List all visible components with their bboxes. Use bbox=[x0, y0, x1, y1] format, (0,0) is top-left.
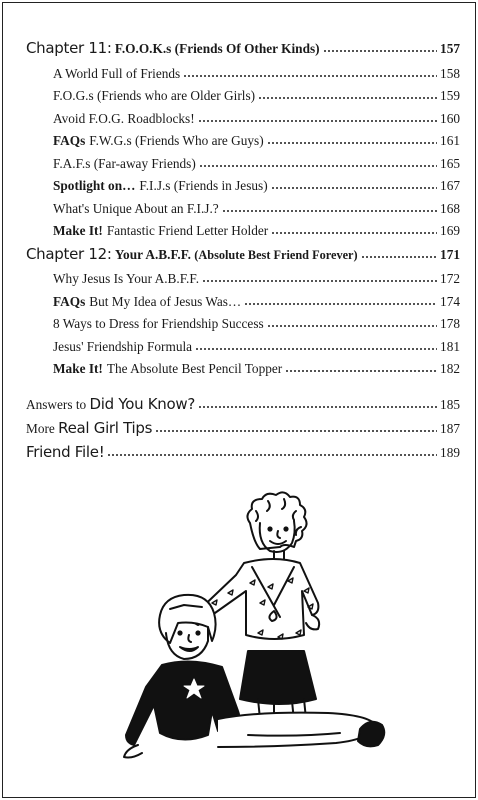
toc-entry[interactable] bbox=[26, 175, 460, 198]
dot-leader bbox=[199, 155, 437, 169]
dot-leader bbox=[258, 87, 437, 101]
entry-prefix: Make It! bbox=[53, 361, 103, 376]
extra-lead: Answers to bbox=[26, 396, 87, 412]
dot-leader bbox=[361, 246, 437, 260]
chapter-subtitle: (Absolute Best Friend Forever) bbox=[194, 247, 358, 262]
entry-prefix: Make It! bbox=[53, 223, 103, 238]
entry-title: F.O.G.s (Friends who are Older Girls) bbox=[53, 88, 256, 103]
entry-title: The Absolute Best Pencil Topper bbox=[106, 361, 283, 376]
dot-leader bbox=[323, 40, 437, 54]
toc-entry[interactable] bbox=[26, 108, 460, 131]
entry-title: Fantastic Friend Letter Holder bbox=[106, 223, 269, 238]
dot-leader bbox=[271, 222, 437, 236]
toc-entry[interactable] bbox=[26, 220, 460, 243]
toc-entry[interactable] bbox=[26, 268, 460, 291]
entry-title: Why Jesus Is Your A.B.F.F. bbox=[53, 271, 200, 286]
page-number: 167 bbox=[440, 178, 460, 193]
toc-entry[interactable] bbox=[26, 313, 460, 336]
dot-leader bbox=[198, 396, 437, 410]
dot-leader bbox=[195, 338, 437, 352]
chapter-title: Your A.B.F.F. bbox=[114, 246, 191, 262]
toc-extra-did-you-know[interactable] bbox=[26, 393, 460, 417]
dot-leader bbox=[155, 420, 437, 434]
entry-title: Avoid F.O.G. Roadblocks! bbox=[53, 110, 195, 126]
extra-title: Real Girl Tips bbox=[58, 418, 153, 437]
page-number: 158 bbox=[440, 65, 460, 81]
toc-entry[interactable] bbox=[26, 198, 460, 221]
toc-entry[interactable] bbox=[26, 336, 460, 359]
chapter-label: Chapter 11: bbox=[26, 39, 112, 57]
page-number: 185 bbox=[440, 396, 460, 412]
dot-leader bbox=[267, 315, 437, 329]
page-number: 181 bbox=[440, 338, 460, 354]
toc-entry[interactable] bbox=[26, 130, 460, 153]
two-girls-illustration bbox=[98, 483, 398, 783]
toc-extra-real-girl-tips[interactable] bbox=[26, 417, 460, 441]
dot-leader bbox=[267, 132, 437, 146]
entry-prefix: FAQs bbox=[53, 293, 86, 309]
page-number: 172 bbox=[440, 271, 460, 286]
book-page bbox=[2, 2, 476, 798]
dot-leader bbox=[183, 65, 437, 79]
page-number: 187 bbox=[440, 420, 460, 436]
entry-prefix: FAQs bbox=[53, 133, 86, 148]
entry-title: What's Unique About an F.I.J.? bbox=[53, 200, 219, 216]
chapter-label: Chapter 12: bbox=[26, 244, 112, 263]
toc-entry[interactable] bbox=[26, 358, 460, 381]
entry-title: F.W.G.s (Friends Who are Guys) bbox=[89, 133, 264, 148]
page-number: 182 bbox=[440, 361, 460, 376]
toc-entry[interactable] bbox=[26, 85, 460, 108]
toc-chapter-11[interactable] bbox=[26, 37, 460, 63]
page-number: 161 bbox=[440, 133, 460, 148]
entry-title: A World Full of Friends bbox=[53, 65, 181, 81]
entry-title: F.I.J.s (Friends in Jesus) bbox=[139, 178, 268, 193]
page-number: 174 bbox=[440, 293, 460, 309]
dot-leader bbox=[271, 177, 437, 191]
chapter-title: F.O.O.K.s (Friends Of Other Kinds) bbox=[114, 41, 320, 56]
toc-entry[interactable] bbox=[26, 291, 460, 314]
extra-lead: More bbox=[26, 420, 55, 436]
entry-prefix: Spotlight on… bbox=[53, 178, 136, 193]
extra-title: Did You Know? bbox=[89, 394, 196, 413]
table-of-contents bbox=[26, 37, 460, 465]
page-number: 169 bbox=[440, 223, 460, 238]
entry-title: But My Idea of Jesus Was… bbox=[89, 293, 242, 309]
toc-extra-friend-file[interactable] bbox=[26, 441, 460, 465]
page-number: 171 bbox=[440, 246, 460, 262]
page-number: 157 bbox=[440, 41, 460, 56]
entry-title: 8 Ways to Dress for Friendship Success bbox=[53, 316, 264, 331]
dot-leader bbox=[285, 360, 437, 374]
page-number: 159 bbox=[440, 88, 460, 103]
page-number: 189 bbox=[440, 444, 460, 460]
dot-leader bbox=[202, 270, 437, 284]
entry-title: Jesus' Friendship Formula bbox=[53, 338, 193, 354]
dot-leader bbox=[107, 444, 437, 458]
dot-leader bbox=[198, 110, 437, 124]
page-number: 168 bbox=[440, 200, 460, 216]
toc-entry[interactable] bbox=[26, 63, 460, 86]
extra-title: Friend File! bbox=[26, 442, 105, 461]
page-number: 178 bbox=[440, 316, 460, 331]
page-number: 160 bbox=[440, 110, 460, 126]
entry-title: F.A.F.s (Far-away Friends) bbox=[53, 155, 196, 171]
page-number: 165 bbox=[440, 155, 460, 171]
toc-chapter-12[interactable] bbox=[26, 243, 460, 269]
toc-entry[interactable] bbox=[26, 153, 460, 176]
dot-leader bbox=[222, 200, 437, 214]
dot-leader bbox=[244, 293, 437, 307]
